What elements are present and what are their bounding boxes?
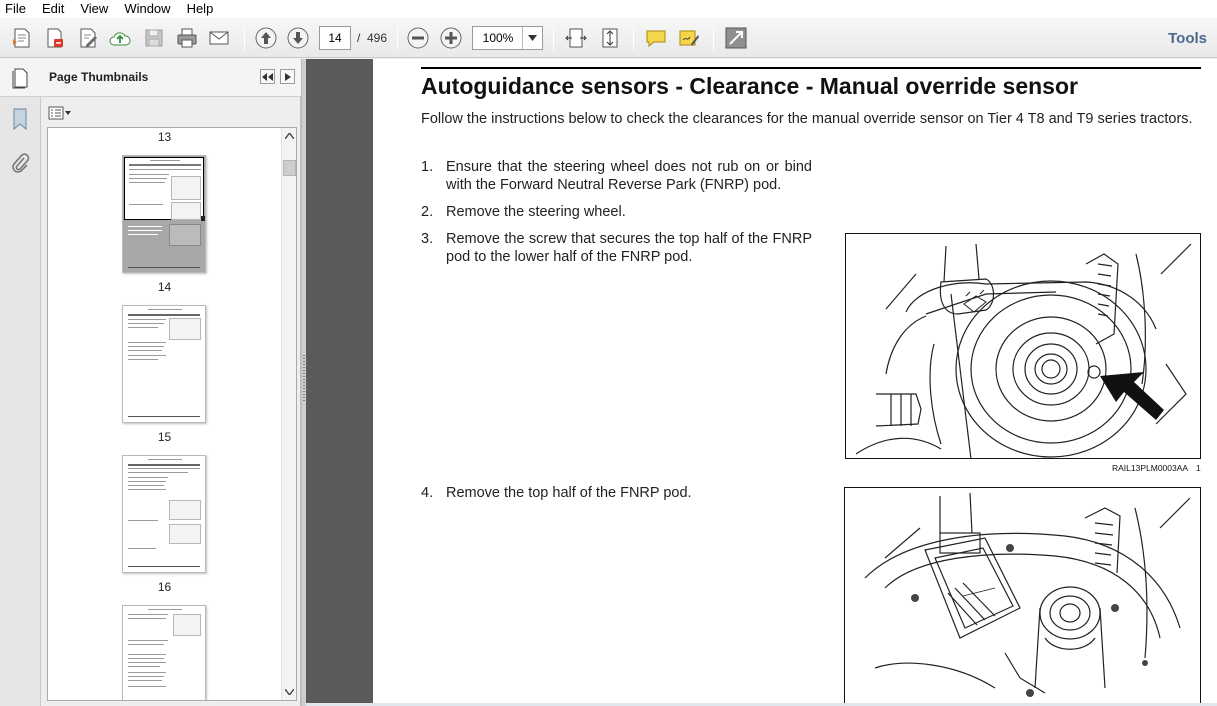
create-pdf-icon[interactable] bbox=[9, 25, 35, 51]
zoom-value: 100% bbox=[482, 31, 514, 45]
step-number: 1. bbox=[421, 159, 434, 175]
menu-view[interactable]: View bbox=[80, 1, 109, 16]
chevron-down-icon[interactable] bbox=[522, 27, 542, 49]
save-icon[interactable] bbox=[141, 25, 167, 51]
panel-header bbox=[41, 59, 301, 97]
thumbnail-page-17[interactable] bbox=[122, 605, 206, 701]
tools-link[interactable]: Tools bbox=[1168, 30, 1207, 47]
navigation-rail bbox=[0, 59, 41, 706]
thumbnail-label-14: 14 bbox=[157, 280, 172, 294]
page-thumbnails-icon[interactable] bbox=[7, 65, 33, 91]
next-page-icon[interactable] bbox=[285, 25, 311, 51]
full-screen-icon[interactable] bbox=[723, 25, 749, 51]
zoom-in-icon[interactable] bbox=[438, 25, 464, 51]
step-text: Ensure that the steering wheel does not rub on or bind with the Forward Neutral Reverse Park (FNRP) pod. bbox=[446, 159, 812, 193]
page-header-rule bbox=[421, 67, 1201, 69]
step-number: 4. bbox=[421, 485, 434, 501]
fit-page-icon[interactable] bbox=[597, 25, 623, 51]
print-icon[interactable] bbox=[174, 25, 200, 51]
page-thumbnails-panel bbox=[41, 59, 301, 706]
thumbnail-options-button[interactable] bbox=[48, 105, 72, 121]
thumbnails-scrollbar[interactable] bbox=[281, 128, 296, 700]
page-number-input[interactable] bbox=[319, 26, 351, 50]
zoom-out-icon[interactable] bbox=[405, 25, 431, 51]
thumbnail-page-15[interactable] bbox=[122, 305, 206, 423]
step-text: Remove the screw that secures the top half of the FNRP pod to the lower half of the FNRP pod. bbox=[446, 231, 812, 265]
collapse-panel-icon[interactable] bbox=[260, 69, 275, 84]
email-icon[interactable] bbox=[206, 25, 232, 51]
thumbnail-label-16: 16 bbox=[157, 580, 172, 594]
zoom-select[interactable] bbox=[472, 26, 543, 50]
previous-page-icon[interactable] bbox=[253, 25, 279, 51]
step-text: Remove the steering wheel. bbox=[446, 204, 626, 220]
document-intro: Follow the instructions below to check the clearances for the manual override sensor on Tier 4 T8 and T9 series tractors. bbox=[421, 111, 1193, 127]
thumbnail-page-14[interactable] bbox=[122, 155, 206, 273]
scrollbar-thumb[interactable] bbox=[283, 160, 296, 176]
figure-fnrp-pod-screw bbox=[845, 233, 1201, 459]
view-area-handle[interactable] bbox=[201, 216, 206, 221]
menu-window[interactable]: Window bbox=[124, 1, 171, 16]
menu-file[interactable]: File bbox=[5, 1, 26, 16]
pdf-page bbox=[373, 59, 1217, 706]
scroll-down-icon[interactable] bbox=[282, 684, 297, 700]
step-number: 2. bbox=[421, 204, 434, 220]
toolbar bbox=[0, 18, 1217, 58]
step-number: 3. bbox=[421, 231, 434, 247]
page-separator: / bbox=[357, 31, 361, 45]
scroll-up-icon[interactable] bbox=[282, 128, 297, 144]
thumbnails-list[interactable] bbox=[47, 127, 297, 701]
menu-edit[interactable]: Edit bbox=[41, 1, 65, 16]
document-view[interactable] bbox=[306, 59, 1217, 706]
document-title: Autoguidance sensors - Clearance - Manual override sensor bbox=[421, 73, 1078, 99]
fit-width-icon[interactable] bbox=[563, 25, 589, 51]
bookmarks-icon[interactable] bbox=[7, 106, 33, 132]
menu-bar bbox=[0, 0, 1217, 18]
figure-fnrp-pod-removed bbox=[844, 487, 1201, 706]
thumbnail-label-15: 15 bbox=[157, 430, 172, 444]
figure-1-number: 1 bbox=[1196, 463, 1201, 473]
menu-help[interactable]: Help bbox=[186, 1, 214, 16]
total-pages: 496 bbox=[367, 31, 388, 45]
figure-1-caption: RAIL13PLM0003AA bbox=[1112, 463, 1189, 473]
expand-panel-icon[interactable] bbox=[280, 69, 295, 84]
comment-icon[interactable] bbox=[643, 25, 669, 51]
step-3 bbox=[421, 230, 816, 270]
attachments-icon[interactable] bbox=[7, 150, 33, 176]
combine-files-icon[interactable] bbox=[41, 25, 67, 51]
step-2 bbox=[421, 203, 816, 223]
thumbnail-page-16[interactable] bbox=[122, 455, 206, 573]
edit-pdf-icon[interactable] bbox=[75, 25, 101, 51]
upload-cloud-icon[interactable] bbox=[107, 25, 133, 51]
step-4 bbox=[421, 484, 816, 504]
sign-icon[interactable] bbox=[676, 25, 702, 51]
thumbnail-label-13: 13 bbox=[157, 130, 172, 144]
panel-title: Page Thumbnails bbox=[49, 70, 149, 84]
step-1 bbox=[421, 158, 816, 198]
step-text: Remove the top half of the FNRP pod. bbox=[446, 485, 692, 501]
